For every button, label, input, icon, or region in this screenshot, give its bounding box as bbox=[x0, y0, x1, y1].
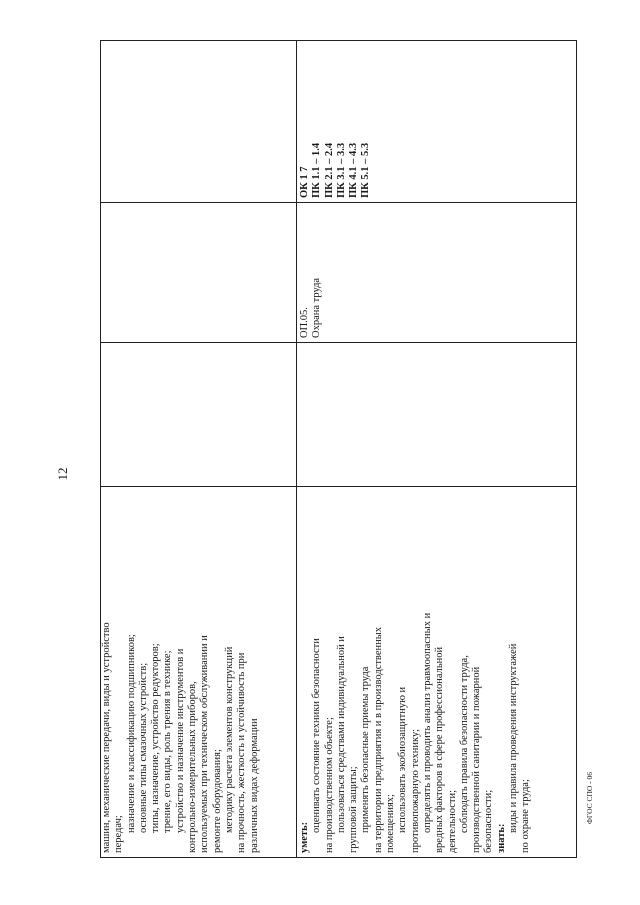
discipline-name: Охрана труда bbox=[311, 277, 323, 338]
text-line: ремонте оборудования; bbox=[211, 749, 223, 853]
competency-code: ПК 3.1 – 3.3 bbox=[335, 142, 347, 198]
text-line: основные типы смазочных устройств; bbox=[137, 662, 149, 833]
knowledge-cell bbox=[101, 486, 296, 857]
text-line: безопасности; bbox=[483, 789, 495, 853]
table-row bbox=[101, 41, 297, 857]
empty-cell bbox=[101, 342, 296, 486]
text-line: виды и правила проведения инструктажей bbox=[508, 643, 520, 833]
competency-list bbox=[297, 39, 375, 202]
text-line: назначение и классификацию подшипников; bbox=[125, 634, 137, 833]
section-heading-knowledge: знать: bbox=[495, 823, 507, 853]
text-line: по охране труда; bbox=[520, 779, 532, 853]
text-line: различных видах деформации bbox=[248, 718, 260, 853]
text-line: методику расчета элементов конструкций bbox=[223, 646, 235, 833]
text-line: трение, его виды, роль трения в технике; bbox=[162, 650, 174, 833]
empty-cell bbox=[101, 202, 296, 342]
curriculum-table bbox=[100, 40, 577, 858]
discipline-code: ОП.05. bbox=[299, 307, 310, 338]
empty-cell bbox=[101, 39, 296, 202]
competencies-cell bbox=[297, 39, 576, 202]
footer-text: ФГОС СПО - 06 bbox=[585, 771, 594, 824]
text-line: помещениях; bbox=[385, 794, 397, 853]
text-line: групповой защиты; bbox=[348, 766, 360, 853]
text-line: на территории предприятия и в производственных bbox=[372, 626, 384, 853]
text-line: передач; bbox=[113, 815, 125, 853]
knowledge-text bbox=[101, 487, 261, 857]
text-line: соблюдать правила безопасности труда, bbox=[458, 655, 470, 833]
text-line: деятельности; bbox=[446, 789, 458, 853]
competency-code: ПК 1.1 – 1.4 bbox=[311, 142, 323, 198]
competency-code: ПК 4.1 – 4.3 bbox=[348, 142, 360, 198]
competency-code: ПК 5.1 – 5.3 bbox=[360, 142, 372, 198]
competency-code: ПК 2.1 – 2.4 bbox=[323, 142, 335, 198]
section-heading-skills: уметь: bbox=[299, 821, 310, 853]
table-row bbox=[297, 41, 576, 857]
skills-text bbox=[297, 487, 533, 857]
discipline-cell bbox=[297, 202, 576, 342]
text-line: на производственном объекте; bbox=[323, 717, 335, 853]
text-line: используемых при техническом обслуживании и bbox=[199, 635, 211, 853]
empty-cell bbox=[297, 342, 576, 486]
text-line: использовать экобиозащитную и bbox=[397, 686, 409, 833]
text-line: на прочность, жесткость и устойчивость при bbox=[236, 652, 248, 853]
text-line: противопожарную технику; bbox=[409, 728, 421, 853]
page-number: 12 bbox=[55, 467, 70, 481]
discipline-text bbox=[297, 203, 324, 342]
text-line: контрольно-измерительных приборов, bbox=[187, 681, 199, 853]
text-line: типы, назначение, устройство редукторов; bbox=[150, 643, 162, 833]
text-line: пользоваться средствами индивидуальной и bbox=[335, 636, 347, 833]
text-line: оценивать состояние техники безопасности bbox=[311, 638, 323, 833]
text-line: вредных факторов в сфере профессиональной bbox=[434, 646, 446, 853]
table-wrapper bbox=[100, 40, 577, 858]
text-line: применять безопасные приемы труда bbox=[360, 666, 372, 833]
text-line: определять и проводить анализ травмоопасных и bbox=[421, 612, 433, 833]
text-line: устройство и назначение инструментов и bbox=[174, 648, 186, 833]
text-line: машин, механические передачи, виды и устройство bbox=[101, 622, 112, 853]
skills-cell bbox=[297, 486, 576, 857]
competency-code: ОК 1 7 bbox=[299, 166, 310, 198]
text-line: производственной санитарии и пожарной bbox=[471, 666, 483, 853]
